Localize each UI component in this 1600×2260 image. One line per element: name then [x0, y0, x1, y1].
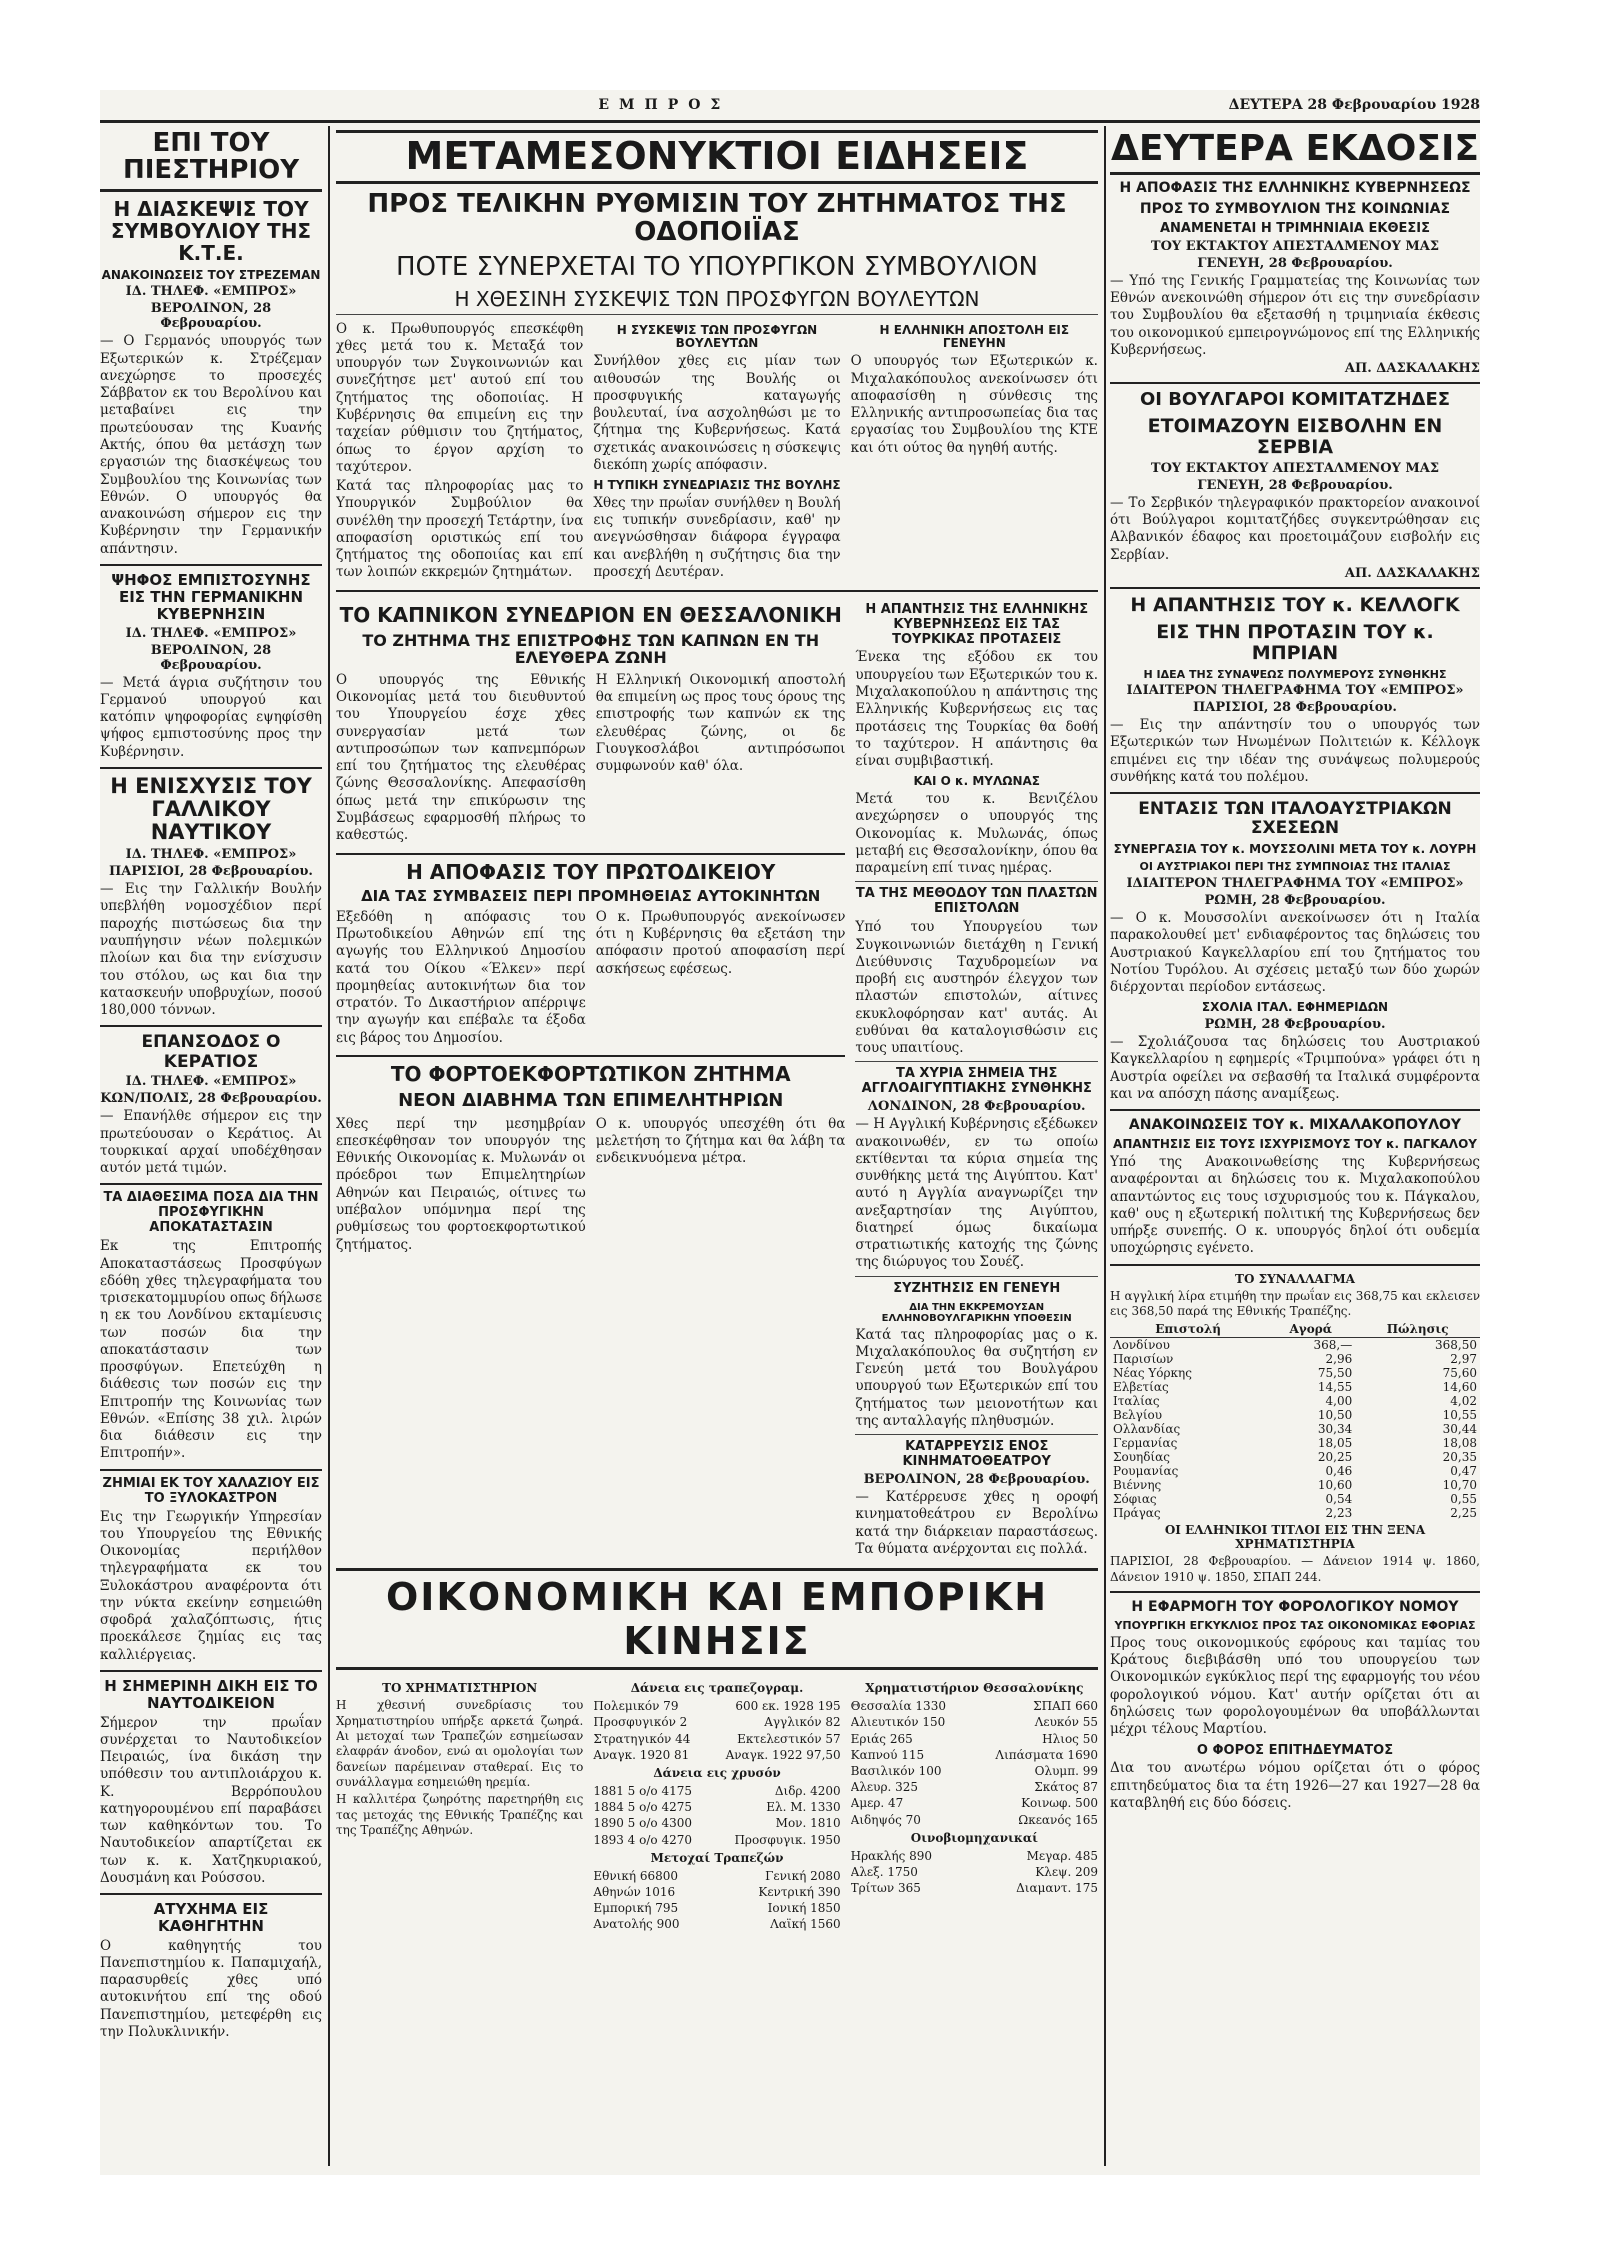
quote-cell: Ηλιος 50	[1042, 1731, 1098, 1746]
article-subheadline: ΔΙΑ ΤΗΝ ΕΚΚΡΕΜΟΥΣΑΝ ΕΛΛΗΝΟΒΟΥΛΓΑΡΙΚΗΝ ΥΠΟΘΕΣΙΝ	[881, 1301, 1072, 1325]
article-headline: Η ΕΝΙΣΧΥΣΙΣ ΤΟΥ ΓΑΛΛΙΚΟΥ ΝΑΥΤΙΚΟΥ	[110, 773, 312, 845]
table-cell: 30,44	[1442, 1422, 1477, 1437]
newspaper-page	[100, 90, 1480, 2175]
table-row	[1110, 1380, 1480, 1394]
table-row	[1110, 1506, 1480, 1520]
dateline-city: ΓΕΝΕΥΗ, 28 Φεβρουαρίου.	[1197, 255, 1393, 271]
quote-row	[593, 1884, 840, 1900]
quote-cell: Κλεψ. 209	[1035, 1864, 1098, 1879]
quote-cell: Θεσσαλία 1330	[850, 1699, 946, 1714]
section-subhead: Η ΕΛΛΗΝΙΚΗ ΑΠΟΣΤΟΛΗ ΕΙΣ ΓΕΝΕΥΗΝ	[879, 322, 1070, 351]
table-cell: 2,23	[1325, 1506, 1353, 1521]
quote-cell: Στρατηγικόν 44	[593, 1731, 691, 1746]
article-headline: Η ΑΠΟΦΑΣΙΣ ΤΟΥ ΠΡΩΤΟΔΙΚΕΙΟΥ	[406, 859, 776, 884]
quote-cell: 1884 5 ο/ο 4275	[593, 1800, 692, 1815]
quote-cell: Προσφυγικ. 1950	[734, 1832, 841, 1847]
column-title: ΕΠΙ ΤΟΥ ΠΙΕΣΤΗΡΙΟΥ	[100, 130, 322, 192]
table-row	[1110, 1478, 1480, 1492]
column-rule	[1104, 126, 1106, 2166]
table-cell: 10,50	[1317, 1408, 1353, 1423]
table-cell: 368,—	[1313, 1338, 1353, 1353]
article-body: — Σχολιάζουσα τας δηλώσεις του Αυστριακού Καγκελλαρίου η εφημερίς «Τριμπούνα» γράφει ότι η Αυστρία οφείλει να σεβασθή τα Ιταλικά συμφέροντα και να απόσχη πάσης αναμίξεως.	[1110, 1034, 1480, 1102]
dateline: ΤΟΥ ΕΚΤΑΚΤΟΥ ΑΠΕΣΤΑΛΜΕΝΟΥ ΜΑΣ	[1150, 460, 1440, 476]
table-row	[1110, 1338, 1480, 1353]
mid-row	[336, 598, 1098, 1561]
article-body: Ο υπουργός της Εθνικής Οικονομίας μετά του διευθυντού του Υπουργείου έσχε χθες συνεργασίαν μετά των αντιπροσώπων των καπνεμπόρων επί του ζητήματος της ελευθέρας ζώνης Θεσσαλονίκης. Απεφασίσθη όπως μετά την επικύρωσιν της Συμβάσεως εφαρμοσθή πλήρως το καθεστώς.	[336, 671, 586, 844]
dateline: ΙΔ. ΤΗΛΕΦ. «ΕΜΠΡΟΣ»	[125, 1074, 297, 1090]
dateline-city: ΚΩΝ/ΠΟΛΙΣ, 28 Φεβρουαρίου.	[100, 1091, 322, 1107]
table-cell: 75,60	[1442, 1366, 1477, 1381]
table-cell: 10,70	[1442, 1478, 1477, 1493]
table-cell: 2,96	[1325, 1352, 1353, 1367]
table-cell: Νέας Υόρκης	[1113, 1366, 1192, 1381]
table-row	[1110, 1450, 1480, 1464]
quote-cell: Ανατολής 900	[593, 1917, 680, 1932]
quote-cell: Αλιευτικόν 150	[850, 1715, 946, 1730]
section-subhead: ΚΑΙ Ο κ. ΜΥΛΩΝΑΣ	[913, 774, 1040, 789]
quote-cell: Εριάς 265	[850, 1731, 913, 1746]
dateline: ΙΔ. ΤΗΛΕΦ. «ΕΜΠΡΟΣ»	[125, 284, 297, 300]
signature: ΑΠ. ΔΑΣΚΑΛΑΚΗΣ	[1344, 565, 1480, 581]
center-section	[336, 126, 1098, 2166]
section-subhead: Ο ΦΟΡΟΣ ΕΠΙΤΗΔΕΥΜΑΤΟΣ	[1196, 1742, 1394, 1758]
table-cell: Βιέννης	[1113, 1478, 1162, 1493]
quote-cell: Σκάτος 87	[1034, 1780, 1098, 1795]
table-row	[1110, 1422, 1480, 1436]
dateline: ΙΔΙΑΙΤΕΡΟΝ ΤΗΛΕΓΡΑΦΗΜΑ ΤΟΥ «ΕΜΠΡΟΣ»	[1126, 683, 1464, 699]
article-headline: ΚΑΤΑΡΡΕΥΣΙΣ ΕΝΟΣ ΚΙΝΗΜΑΤΟΘΕΑΤΡΟΥ	[902, 1439, 1051, 1470]
section-banner: ΜΕΤΑΜΕΣΟΝΥΚΤΙΟΙ ΕΙΔΗΣΕΙΣ	[336, 130, 1098, 184]
dateline-city: ΒΕΡΟΛΙΝΟΝ, 28 Φεβρουαρίου.	[150, 642, 272, 673]
article-headline: Η ΑΠΑΝΤΗΣΙΣ ΤΟΥ κ. ΚΕΛΛΟΓΚ	[1130, 593, 1460, 616]
article-body: Εξεδόθη η απόφασις του Πρωτοδικείου Αθηνών επί της αγωγής του Ελληνικού Δημοσίου κατά του Οίκου «Έλκεν» περί προμηθείας αυτοκινήτων δια τον στρατόν. Το Δικαστήριον απέρριψε την αγωγήν και επέβαλε τα έξοδα εις βάρος του Δημοσίου.	[336, 908, 586, 1046]
article-body: Ο κ. υπουργός υπεσχέθη ότι θα μελετήση το ζήτημα και θα λάβη τα ενδεικνυόμενα μέτρα.	[595, 1115, 846, 1167]
quote-cell: Βασιλικόν 100	[850, 1763, 942, 1778]
article-body: Ο κ. Πρωθυπουργός ανεκοίνωσεν ότι η Κυβέρνησις θα εξετάση την απόφασιν προτού αποφασίση περί ασκήσεως εφέσεως.	[595, 908, 846, 977]
right-column	[1110, 126, 1480, 2166]
quote-cell: Λευκόν 55	[1034, 1715, 1098, 1730]
finance-subhead: Χρηματιστήριον Θεσσαλονίκης	[865, 1681, 1084, 1696]
finance-banner: ΟΙΚΟΝΟΜΙΚΗ ΚΑΙ ΕΜΠΟΡΙΚΗ ΚΙΝΗΣΙΣ	[336, 1568, 1098, 1670]
article-subheadline: ΠΟΤΕ ΣΥΝΕΡΧΕΤΑΙ ΤΟ ΥΠΟΥΡΓΙΚΟΝ ΣΥΜΒΟΥΛΙΟΝ	[395, 252, 1039, 283]
dateline-city: ΡΩΜΗ, 28 Φεβρουαρίου.	[1204, 893, 1386, 909]
finance-subhead: Δάνεια εις χρυσόν	[653, 1765, 781, 1780]
article-subheadline: ΔΙΑ ΤΑΣ ΣΥΜΒΑΣΕΙΣ ΠΕΡΙ ΠΡΟΜΗΘΕΙΑΣ ΑΥΤΟΚΙΝΗΤΩΝ	[361, 886, 821, 905]
quote-row	[851, 1848, 1098, 1864]
table-row	[1110, 1366, 1480, 1380]
article-body: — Το Σερβικόν τηλεγραφικόν πρακτορείον ανακοινοί ότι Βούλγαροι κομιτατζήδες συγκεντρώθησαν εις Αλβανικόν έδαφος και προετοιμάζουν εισβολήν εις Σερβίαν.	[1110, 494, 1480, 563]
quote-cell: Λιπάσματα 1690	[995, 1747, 1098, 1762]
table-cell: 10,55	[1442, 1408, 1477, 1423]
quote-row	[851, 1779, 1098, 1795]
column-rule	[328, 126, 330, 2166]
article-headline: ΣΥΖΗΤΗΣΙΣ ΕΝ ΓΕΝΕΥΗ	[893, 1280, 1061, 1296]
table-cell: 4,02	[1450, 1394, 1477, 1409]
article-subheadline: ΕΙΣ ΤΗΝ ΠΡΟΤΑΣΙΝ ΤΟΥ κ. ΜΠΡΙΑΝ	[1156, 620, 1434, 664]
table-cell: 20,35	[1442, 1450, 1477, 1465]
table-cell: Γερμανίας	[1113, 1436, 1178, 1451]
article-subheadline: Η ΧΘΕΣΙΝΗ ΣΥΣΚΕΨΙΣ ΤΩΝ ΠΡΟΣΦΥΓΩΝ ΒΟΥΛΕΥΤΩΝ	[454, 286, 980, 311]
quote-row	[851, 1880, 1098, 1896]
article-body: Κατά τας πληροφορίας μας το Υπουργικόν Συμβούλιον θα συνέλθη την προσεχή Τετάρτην, ίνα αποφασίση οριστικώς επί του ζητήματος της οδοποιίας και επί των λοιπών εκκρεμών ζητημάτων.	[336, 478, 584, 581]
quote-cell: Καπνού 115	[850, 1747, 925, 1762]
quote-cell: Διδρ. 4200	[774, 1783, 841, 1798]
article-headline: ΤΟ ΚΑΠΝΙΚΟΝ ΣΥΝΕΔΡΙΟΝ ΕΝ ΘΕΣΣΑΛΟΝΙΚΗ	[339, 602, 842, 627]
table-row	[1110, 1436, 1480, 1450]
article-body: Ένεκα της εξόδου εκ του υπουργείου των Εξωτερικών του κ. Μιχαλακοπούλου η απάντησις της Ελληνικής Κυβερνήσεως εις τας προτάσεις της Τουρκίας θα δοθή το ταχύτερον. Η απάντησις θα είναι συμβιβαστική.	[855, 649, 1098, 770]
dateline: ΙΔΙΑΙΤΕΡΟΝ ΤΗΛΕΓΡΑΦΗΜΑ ΤΟΥ «ΕΜΠΡΟΣ»	[1126, 876, 1464, 892]
quote-cell: Κεντρική 390	[758, 1884, 841, 1899]
finance-subhead: ΤΟ ΧΡΗΜΑΤΙΣΤΗΡΙΟΝ	[382, 1681, 538, 1696]
article-headline: ΕΝΤΑΣΙΣ ΤΩΝ ΙΤΑΛΟΑΥΣΤΡΙΑΚΩΝ ΣΧΕΣΕΩΝ	[1138, 799, 1452, 838]
article-body: Σήμερον την πρωΐαν συνέρχεται το Ναυτοδικείον Πειραιώς, ίνα δικάση την υπόθεσιν του αντιπλοιάρχου κ. Κ. Βερρόπουλου κατηγορουμένου επί παραβάσει των καθηκόντων του. Το Ναυτοδικείον απαρτίζεται εκ των κ. κ. Χατζηκυριακού, Δουσμάνη και Ρούσσου.	[100, 1714, 322, 1886]
quote-cell: Μεγαρ. 485	[1026, 1848, 1098, 1863]
table-cell: Σόφιας	[1113, 1492, 1157, 1507]
masthead-date: ΔΕΥΤΕΡΑ 28 Φεβρουαρίου 1928	[1228, 97, 1480, 113]
article-body: — Επανήλθε σήμερον εις την πρωτεύουσαν ο Κεράτιος. Αι τουρκικαί αρχαί υποδέχθησαν αυτόν μετά τιμών.	[100, 1108, 322, 1177]
dateline-city: ΠΑΡΙΣΙΟΙ, 28 Φεβρουαρίου.	[1193, 700, 1397, 716]
quote-cell: Αιδηψός 70	[850, 1812, 921, 1827]
article-subheadline: Η ΙΔΕΑ ΤΗΣ ΣΥΝΑΨΕΩΣ ΠΟΛΥΜΕΡΟΥΣ ΣΥΝΘΗΚΗΣ	[1143, 667, 1447, 681]
table-cell: 0,47	[1450, 1464, 1477, 1479]
table-cell: 2,97	[1450, 1352, 1477, 1367]
article-body: — Υπό της Γενικής Γραμματείας της Κοινωνίας των Εθνών ανεκοινώθη σήμερον ότι εις την συνεδρίασιν του Συμβουλίου θα εξετασθή η τριμηνιαία έκθεσις του οικονομικού εμπειρογνώμονος επί της Ελληνικής Κυβερνήσεως.	[1110, 272, 1480, 358]
quote-cell: Αλεξ. 1750	[850, 1864, 918, 1879]
finance-text: Η καλλιτέρα ζωηρότης παρετηρήθη εις τας μετοχάς της Εθνικής Τραπέζης και της Τραπέζης Αθηνών.	[336, 1792, 584, 1838]
article-body: — Μετά άγρια συζήτησιν του Γερμανού υπουργού και κατόπιν ψηφοφορίας εψηφίσθη ψήφος εμπιστοσύνης προς την Κυβέρνησιν.	[100, 674, 322, 760]
quote-cell: 1893 4 ο/ο 4270	[593, 1832, 692, 1847]
section-subhead: Η ΣΥΣΚΕΨΙΣ ΤΩΝ ΠΡΟΣΦΥΓΩΝ ΒΟΥΛΕΥΤΩΝ	[616, 322, 818, 351]
lead-article-columns	[336, 319, 1098, 584]
quote-cell: Ολυμπ. 99	[1034, 1763, 1098, 1778]
table-row	[1110, 1394, 1480, 1408]
quote-cell: Λαϊκή 1560	[770, 1917, 841, 1932]
quote-cell: Διαμαντ. 175	[1016, 1881, 1098, 1896]
article-headline: Η ΣΗΜΕΡΙΝΗ ΔΙΚΗ ΕΙΣ ΤΟ ΝΑΥΤΟΔΙΚΕΙΟΝ	[104, 1677, 318, 1713]
quote-row	[851, 1763, 1098, 1779]
article-subheadline: ΟΙ ΑΥΣΤΡΙΑΚΟΙ ΠΕΡΙ ΤΗΣ ΣΥΜΠΝΟΙΑΣ ΤΗΣ ΙΤΑΛΙΑΣ	[1139, 860, 1451, 874]
dateline: ΙΔ. ΤΗΛΕΦ. «ΕΜΠΡΟΣ»	[125, 625, 297, 641]
table-cell: 2,25	[1450, 1506, 1477, 1521]
finance-subhead: Μετοχαί Τραπεζών	[650, 1850, 784, 1865]
article-body: Προς τους οικονομικούς εφόρους και ταμίας του Κράτους διεβιβάσθη υπό του υπουργείου των Οικονομικών εγκύκλιος περί της εφαρμογής του νέου φορολογικού νόμου. Κατ' αυτήν ορίζεται ότι αι δηλώσεις των φορολογουμένων θα υποβάλλωνται μέχρι τέλους Μαρτίου.	[1110, 1634, 1480, 1738]
quote-row	[851, 1747, 1098, 1763]
table-cell: 0,55	[1450, 1492, 1477, 1507]
quote-cell: ΣΠΑΠ 660	[1033, 1699, 1098, 1714]
quote-cell: Ιονική 1850	[767, 1901, 841, 1916]
exchange-table	[1110, 1321, 1480, 1520]
article-headline: Η ΕΦΑΡΜΟΓΗ ΤΟΥ ΦΟΡΟΛΟΓΙΚΟΥ ΝΟΜΟΥ	[1131, 1599, 1459, 1616]
quote-cell: Αγγλικόν 82	[764, 1715, 841, 1730]
article-body: Δια του ανωτέρω νόμου ορίζεται ότι ο φόρος επιτηδεύματος δια τα έτη 1926—27 και 1927—28 θα καταβληθή εις δύο δόσεις.	[1110, 1760, 1480, 1811]
article-headline: ΑΝΑΚΟΙΝΩΣΕΙΣ ΤΟΥ κ. ΜΙΧΑΛΑΚΟΠΟΥΛΟΥ	[1128, 1117, 1462, 1134]
article-body: Ο κ. Πρωθυπουργός επεσκέφθη χθες μετά του κ. Μεταξά τον υπουργόν των Συγκοινωνιών και συνεζήτησε μετ' αυτού επί του ζητήματος της οδοποιίας. Η Κυβέρνησις θα επιμείνη εις την ταχείαν ρύθμισιν του ζητήματος, όπως το έργον αρχίση το ταχύτερον.	[336, 320, 584, 475]
table-cell: Ιταλίας	[1113, 1394, 1160, 1409]
quote-row	[851, 1714, 1098, 1730]
article-body: Χθες την πρωΐαν συνήλθεν η Βουλή εις τυπικήν συνεδρίασιν, καθ' ην ανεγνώσθησαν διάφορα έγγραφα και ανεβλήθη η συζήτησις δια την προσεχή Δευτέραν.	[593, 494, 841, 580]
article-headline: ΟΙ ΒΟΥΛΓΑΡΟΙ ΚΟΜΙΤΑΤΖΗΔΕΣ	[1139, 389, 1451, 411]
table-row	[1110, 1492, 1480, 1506]
table-cell: Λονδίνου	[1113, 1338, 1170, 1353]
article-body: — Η Αγγλική Κυβέρνησις εξέδωκεν ανακοινωθέν, εν τω οποίω εκτίθενται τα κύρια σημεία της συνθήκης μετά της Αιγύπτου. Κατ' αυτό η Αγγλία αναγνωρίζει την ανεξαρτησίαν της Αιγύπτου, διατηρεί όμως δικαίωμα στρατιωτικής κατοχής της ζώνης της διώρυγος του Σουέζ.	[855, 1116, 1098, 1271]
article-subheadline: ΝΕΟΝ ΔΙΑΒΗΜΑ ΤΩΝ ΕΠΙΜΕΛΗΤΗΡΙΩΝ	[398, 1089, 784, 1111]
article-body: — Ο κ. Μουσσολίνι ανεκοίνωσεν ότι η Ιταλία παρακολουθεί μετ' ενδιαφέροντος τας δηλώσεις του Αυστριακού Καγκελλαρίου επί του ζητήματος του Νοτίου Τυρόλου. Αι σχέσεις μεταξύ των δύο χωρών διέρχονται περίοδον εντάσεως.	[1110, 910, 1480, 996]
quote-cell: Εμπορική 795	[593, 1901, 679, 1916]
article-headline: ΤΑ ΤΗΣ ΜΕΘΟΔΟΥ ΤΩΝ ΠΛΑΣΤΩΝ ΕΠΙΣΤΟΛΩΝ	[855, 886, 1098, 917]
table-row	[1110, 1352, 1480, 1366]
article-headline: ΤΟ ΦΟΡΤΟΕΚΦΟΡΤΩΤΙΚΟΝ ΖΗΤΗΜΑ	[390, 1061, 791, 1086]
article-body: Εις την Γεωργικήν Υπηρεσίαν του Υπουργείου της Εθνικής Οικονομίας περιήλθον τηλεγραφήματα εκ του Ξυλοκάστρου αναφέροντα ότι την νύκτα εκείνην εσημειώθη σφοδρά χαλαζόπτωσις, ήτις προεκάλεσε ζημίας εις τας καλλιέργειας.	[100, 1508, 322, 1663]
quote-cell: Τρίτων 365	[850, 1881, 921, 1896]
article-subheadline: ΑΠΑΝΤΗΣΙΣ ΕΙΣ ΤΟΥΣ ΙΣΧΥΡΙΣΜΟΥΣ ΤΟΥ κ. ΠΑΓΚΑΛΟΥ	[1113, 1137, 1477, 1152]
left-column	[100, 126, 322, 2166]
quote-cell: Αναγκ. 1922 97,50	[725, 1747, 841, 1762]
article-headline: ΕΠΑΝΣΟΔΟΣ Ο ΚΕΡΑΤΙΟΣ	[141, 1032, 281, 1072]
article-subheadline: ΕΤΟΙΜΑΖΟΥΝ ΕΙΣΒΟΛΗΝ ΕΝ ΣΕΡΒΙΑ	[1147, 415, 1443, 458]
article-body: — Εις την Γαλλικήν Βουλήν υπεβλήθη νομοσχέδιον περί παροχής πιστώσεως δια την ναυπήγησιν νέων πολεμικών πλοίων και δια την ενίσχυσιν του στόλου, ως και δια την κατασκευήν υποβρυχίων, ποσού 180,000 τόννων.	[100, 881, 322, 1019]
quote-cell: Αθηνών 1016	[593, 1884, 676, 1899]
dateline-city: ΒΕΡΟΛΙΝΟΝ, 28 Φεβρουαρίου.	[150, 301, 272, 332]
quote-row	[593, 1698, 840, 1714]
quote-row	[593, 1832, 840, 1848]
quote-row	[593, 1916, 840, 1932]
article-headline: ΤΑ ΔΙΑΘΕΣΙΜΑ ΠΟΣΑ ΔΙΑ ΤΗΝ ΠΡΟΣΦΥΓΙΚΗΝ ΑΠΟΚΑΤΑΣΤΑΣΙΝ	[103, 1190, 319, 1236]
article-headline: ΖΗΜΙΑΙ ΕΚ ΤΟΥ ΧΑΛΑΖΙΟΥ ΕΙΣ ΤΟ ΞΥΛΟΚΑΣΤΡΟΝ	[102, 1475, 320, 1506]
column-title: ΔΕΥΤΕΡΑ ΕΚΔΟΣΙΣ	[1110, 130, 1480, 175]
table-cell: 14,60	[1442, 1380, 1477, 1395]
table-cell: 0,54	[1325, 1492, 1353, 1507]
dateline-city: ΓΕΝΕΥΗ, 28 Φεβρουαρίου.	[1197, 477, 1393, 493]
table-cell: Σουηδίας	[1113, 1450, 1170, 1465]
article-subheadline: ΑΝΑΜΕΝΕΤΑΙ Η ΤΡΙΜΗΝΙΑΙΑ ΕΚΘΕΣΙΣ	[1159, 220, 1430, 236]
quote-cell: 1890 5 ο/ο 4300	[593, 1816, 692, 1831]
article-body: — Ο Γερμανός υπουργός των Εξωτερικών κ. Στρέζεμαν ανεχώρησε το προσεχές Σάββατον εκ του Βερολίνου και μεταβαίνει εις την πρωτεύουσαν της Κυανής Ακτής, όπου θα μετάσχη των εργασιών της διασκέψεως του Συμβουλίου της Κοινωνίας των Εθνών. Ο υπουργός θα ανακοινώση σήμερον εις την Κυβέρνησιν την Γερμανικήν απάντησιν.	[100, 333, 322, 557]
table-cell: 14,55	[1317, 1380, 1353, 1395]
signature: ΑΠ. ΔΑΣΚΑΛΑΚΗΣ	[1344, 361, 1480, 377]
dateline-city: ΒΕΡΟΛΙΝΟΝ, 28 Φεβρουαρίου.	[863, 1472, 1090, 1488]
table-cell: 368,50	[1435, 1338, 1477, 1353]
article-subheadline: ΣΥΝΕΡΓΑΣΙΑ ΤΟΥ κ. ΜΟΥΣΣΟΛΙΝΙ ΜΕΤΑ ΤΟΥ κ. ΛΟΥΡΗ	[1113, 841, 1477, 856]
quote-row	[851, 1731, 1098, 1747]
table-header: Αγορά	[1266, 1321, 1355, 1338]
quote-cell: 1881 5 ο/ο 4175	[593, 1783, 692, 1798]
table-header: Πώλησις	[1355, 1321, 1480, 1338]
table-cell: Ελβετίας	[1113, 1380, 1169, 1395]
finance-subhead: ΟΙ ΕΛΛΗΝΙΚΟΙ ΤΙΤΛΟΙ ΕΙΣ ΤΗΝ ΞΕΝΑ ΧΡΗΜΑΤΙΣΤΗΡΙΑ	[1164, 1523, 1426, 1552]
quote-cell: Εθνική 66800	[593, 1868, 678, 1883]
table-cell: Ρουμανίας	[1113, 1464, 1179, 1479]
table-cell: 75,50	[1317, 1366, 1353, 1381]
article-headline: ΑΤΥΧΗΜΑ ΕΙΣ ΚΑΘΗΓΗΤΗΝ	[153, 1900, 269, 1936]
table-cell: Ολλανδίας	[1113, 1422, 1181, 1437]
quote-cell: Αναγκ. 1920 81	[593, 1747, 690, 1762]
article-headline: Η ΑΠΑΝΤΗΣΙΣ ΤΗΣ ΕΛΛΗΝΙΚΗΣ ΚΥΒΕΡΝΗΣΕΩΣ ΕΙΣ ΤΑΣ ΤΟΥΡΚΙΚΑΣ ΠΡΟΤΑΣΕΙΣ	[865, 601, 1089, 647]
masthead	[100, 90, 1480, 123]
quote-row	[593, 1714, 840, 1730]
quote-cell: Πολεμικόν 79	[593, 1699, 679, 1714]
table-row	[1110, 1464, 1480, 1478]
table-row	[1110, 1408, 1480, 1422]
article-body: — Εις την απάντησίν του ο υπουργός των Εξωτερικών των Ηνωμένων Πολιτειών κ. Κέλλογκ επιμένει εις την ιδέαν της συνάψεως πολυμερούς συνθήκης κατά του πολέμου.	[1110, 717, 1480, 785]
finance-subhead: Δάνεια εις τραπεζογραμ.	[630, 1681, 804, 1696]
quote-row	[593, 1868, 840, 1884]
quote-cell: Ηρακλής 890	[850, 1848, 933, 1863]
finance-subhead: ΤΟ ΣΥΝΑΛΛΑΓΜΑ	[1235, 1271, 1355, 1286]
article-body: Ο καθηγητής του Πανεπιστημίου κ. Παπαμιχαήλ, παρασυρθείς χθες υπό αυτοκινήτου επί της οδού Πανεπιστημίου, μετεφέρθη εις την Πολυκλινικήν.	[100, 1937, 322, 2040]
table-cell: 10,60	[1317, 1478, 1353, 1493]
table-cell: 30,34	[1317, 1422, 1353, 1437]
table-cell: 0,46	[1325, 1464, 1353, 1479]
article-body: Μετά του κ. Βενιζέλου ανεχώρησεν ο υπουργός της Οικονομίας κ. Μυλωνάς, όπως μεταβή εις Θεσσαλονίκην, όπου θα παραμείνη επί τινας ημέρας.	[855, 791, 1098, 877]
quote-row	[851, 1864, 1098, 1880]
article-headline: ΠΡΟΣ ΤΕΛΙΚΗΝ ΡΥΘΜΙΣΙΝ ΤΟΥ ΖΗΤΗΜΑΤΟΣ ΤΗΣ ΟΔΟΠΟΙΪΑΣ	[367, 188, 1067, 248]
section-subhead: ΣΧΟΛΙΑ ΙΤΑΛ. ΕΦΗΜΕΡΙΔΩΝ	[1201, 1000, 1389, 1015]
quote-row	[851, 1795, 1098, 1811]
quote-cell: Μον. 1810	[775, 1816, 841, 1831]
table-cell: Βελγίου	[1113, 1408, 1163, 1423]
finance-subhead: Οινοβιομηχανικαί	[910, 1830, 1038, 1845]
article-body: Συνήλθον χθες εις μίαν των αιθουσών της Βουλής οι προσφυγικής καταγωγής βουλευταί, ίνα ασχοληθώσι με το ζήτημα της Κυβερνήσεως. Κατά σχετικάς ανακοινώσεις η σύσκεψις διεκόπη χωρίς απόφασιν.	[593, 353, 841, 473]
quote-row	[593, 1900, 840, 1916]
quote-cell: Γενική 2080	[765, 1868, 841, 1883]
article-body: Η Ελληνική Οικονομική αποστολή θα επιμείνη ως προς τους όρους της επιστροφής των καπνών εκ της ελευθέρας ζώνης, οι δε Γιουγκοσλάβοι αντιπρόσωποι συμφωνούν καθ' όλα.	[595, 671, 846, 775]
article-body: Χθες περί την μεσημβρίαν επεσκέφθησαν τον υπουργόν της Εθνικής Οικονομίας κ. Μυλωνάν οι πρόεδροι των Επιμελητηρίων Αθηνών και Πειραιώς, οίτινες τω υπέβαλον υπόμνημα περί της ρυθμίσεως του φορτοεκφορτωτικού ζητήματος.	[336, 1115, 586, 1253]
article-subheadline: ΥΠΟΥΡΓΙΚΗ ΕΓΚΥΚΛΙΟΣ ΠΡΟΣ ΤΑΣ ΟΙΚΟΝΟΜΙΚΑΣ ΕΦΟΡΙΑΣ	[1114, 1619, 1476, 1633]
quote-row	[593, 1747, 840, 1763]
quote-row	[593, 1799, 840, 1815]
article-headline: Η ΔΙΑΣΚΕΨΙΣ ΤΟΥ ΣΥΜΒΟΥΛΙΟΥ ΤΗΣ Κ.Τ.Ε.	[110, 196, 312, 265]
article-headline: Η ΑΠΟΦΑΣΙΣ ΤΗΣ ΕΛΛΗΝΙΚΗΣ ΚΥΒΕΡΝΗΣΕΩΣ	[1119, 179, 1471, 196]
table-header: Επιστολή	[1110, 1321, 1266, 1338]
table-cell: Πράγας	[1113, 1506, 1161, 1521]
article-subheadline: ΤΟ ΖΗΤΗΜΑ ΤΗΣ ΕΠΙΣΤΡΟΦΗΣ ΤΩΝ ΚΑΠΝΩΝ ΕΝ ΤΗ ΕΛΕΥΘΕΡΑ ΖΩΝΗ	[362, 630, 820, 668]
table-cell: 18,05	[1317, 1436, 1353, 1451]
finance-columns	[336, 1678, 1098, 1932]
quote-row	[851, 1812, 1098, 1828]
dateline: ΙΔ. ΤΗΛΕΦ. «ΕΜΠΡΟΣ»	[125, 847, 297, 863]
quote-row	[593, 1731, 840, 1747]
quote-cell: Προσφυγικόν 2	[593, 1715, 688, 1730]
article-body: Κατά τας πληροφορίας μας ο κ. Μιχαλακόπουλος θα συζητήση εν Γενεύη μετά του Βουλγάρου υπουργού των Εξωτερικών επί του ζητήματος των μειονοτήτων και της ανταλλαγής πληθυσμών.	[855, 1326, 1098, 1429]
dateline: ΤΟΥ ΕΚΤΑΚΤΟΥ ΑΠΕΣΤΑΛΜΕΝΟΥ ΜΑΣ	[1150, 238, 1440, 254]
dateline-city: ΛΟΝΔΙΝΟΝ, 28 Φεβρουαρίου.	[867, 1099, 1086, 1115]
quote-cell: Αμερ. 47	[850, 1796, 904, 1811]
article-body: Ο υπουργός των Εξωτερικών κ. Μιχαλακόπουλος ανεκοίνωσεν ότι αποφασίσθη η σύνθεσις της Ελληνικής αντιπροσωπείας δια τας εργασίας του Συμβουλίου της ΚΤΕ και ότι ούτος θα ηγηθή αυτής.	[850, 353, 1098, 456]
article-subheadline: ΠΡΟΣ ΤΟ ΣΥΜΒΟΥΛΙΟΝ ΤΗΣ ΚΟΙΝΩΝΙΑΣ	[1139, 200, 1451, 217]
article-body: — Κατέρρευσε χθες η οροφή κινηματοθεάτρου εν Βερολίνω κατά την διάρκειαν παραστάσεως. Τα θύματα ανέρχονται εις πολλά.	[855, 1489, 1098, 1557]
quote-cell: Αλευρ. 325	[850, 1780, 919, 1795]
article-body: Υπό του Υπουργείου των Συγκοινωνιών διετάχθη η Γενική Διεύθυνσις Ταχυδρομείων να προβή εις αυστηρόν έλεγχον των πλαστών επιστολών, αίτινες εκυκλοφόρησαν κατ' αυτάς. Αι ευθύναι θα καταλογισθώσιν εις τους υπαιτίους.	[855, 919, 1098, 1057]
quote-cell: Κοινωφ. 500	[1021, 1796, 1098, 1811]
table-cell: 18,08	[1442, 1436, 1477, 1451]
finance-text: ΠΑΡΙΣΙΟΙ, 28 Φεβρουαρίου. — Δάνειον 1914 ψ. 1860, Δάνειον 1910 ψ. 1850, ΣΠΑΠ 244.	[1110, 1554, 1480, 1584]
dateline-city: ΠΑΡΙΣΙΟΙ, 28 Φεβρουαρίου.	[109, 864, 313, 880]
table-cell: 20,25	[1317, 1450, 1353, 1465]
section-subhead: Η ΤΥΠΙΚΗ ΣΥΝΕΔΡΙΑΣΙΣ ΤΗΣ ΒΟΥΛΗΣ	[593, 478, 841, 493]
article-headline: ΤΑ ΧΥΡΙΑ ΣΗΜΕΙΑ ΤΗΣ ΑΓΓΛΟΑΙΓΥΠΤΙΑΚΗΣ ΣΥΝΘΗΚΗΣ	[861, 1066, 1092, 1097]
table-cell: Παρισίων	[1113, 1352, 1174, 1367]
finance-text: Η χθεσινή συνεδρίασις του Χρηματιστηρίου υπήρξε αρκετά ζωηρά. Αι μετοχαί των Τραπεζών εσημείωσαν ελαφράν άνοδον, ενώ αι ομολογίαι των δανείων παρέμειναν σταθεραί. Εις το συνάλλαγμα εσημειώθη ηρεμία.	[336, 1698, 584, 1789]
masthead-title: ΕΜΠΡΟΣ	[598, 97, 731, 113]
table-cell: 4,00	[1325, 1394, 1353, 1409]
quote-row	[593, 1783, 840, 1799]
finance-text: Η αγγλική λίρα ετιμήθη την πρωΐαν εις 368,75 και εκλεισεν εις 368,50 παρά της Εθνικής Τραπέζης.	[1110, 1288, 1480, 1319]
article-body: Υπό της Ανακοινωθείσης της Κυβερνήσεως αναφέρονται αι δηλώσεις του κ. Μιχαλακοπούλου απαντώντος εις τους ισχυρισμούς του κ. Πάγκαλου, καθ' ους η εξωτερική πολιτική της Κυβερνήσεως δεν υπήρξε συνεπής. Ο κ. υπουργός δηλοί ότι ουδεμία υποχώρησις εγένετο.	[1110, 1154, 1480, 1257]
quote-cell: Ελ. Μ. 1330	[766, 1800, 841, 1815]
quote-cell: Εκτελεστικόν 57	[737, 1731, 841, 1746]
quote-row	[851, 1698, 1098, 1714]
quote-cell: 600 εκ. 1928 195	[735, 1699, 841, 1714]
article-subheadline: ΑΝΑΚΟΙΝΩΣΕΙΣ ΤΟΥ ΣΤΡΕΖΕΜΑΝ	[101, 267, 321, 282]
article-body: Εκ της Επιτροπής Αποκαταστάσεως Προσφύγων εδόθη χθες τηλεγραφήματα του τρισεκατομμυρίου οπως δήλωσε η εκ του Λονδίνου εκταμίευσις των ποσών δια την αποκατάστασιν των προσφύγων. Επετεύχθη η διάθεσις των ποσών εις την Επιτροπήν της Κοινωνίας των Εθνών. «Επίσης 38 χιλ. λιρών δια διάθεσιν εις την Επιτροπήν».	[100, 1238, 322, 1462]
article-headline: ΨΗΦΟΣ ΕΜΠΙΣΤΟΣΥΝΗΣ ΕΙΣ ΤΗΝ ΓΕΡΜΑΝΙΚΗΝ ΚΥΒΕΡΝΗΣΙΝ	[111, 570, 311, 624]
quote-row	[593, 1815, 840, 1831]
quote-cell: Ωκεανός 165	[1018, 1812, 1098, 1827]
dateline-city: ΡΩΜΗ, 28 Φεβρουαρίου.	[1204, 1017, 1386, 1033]
